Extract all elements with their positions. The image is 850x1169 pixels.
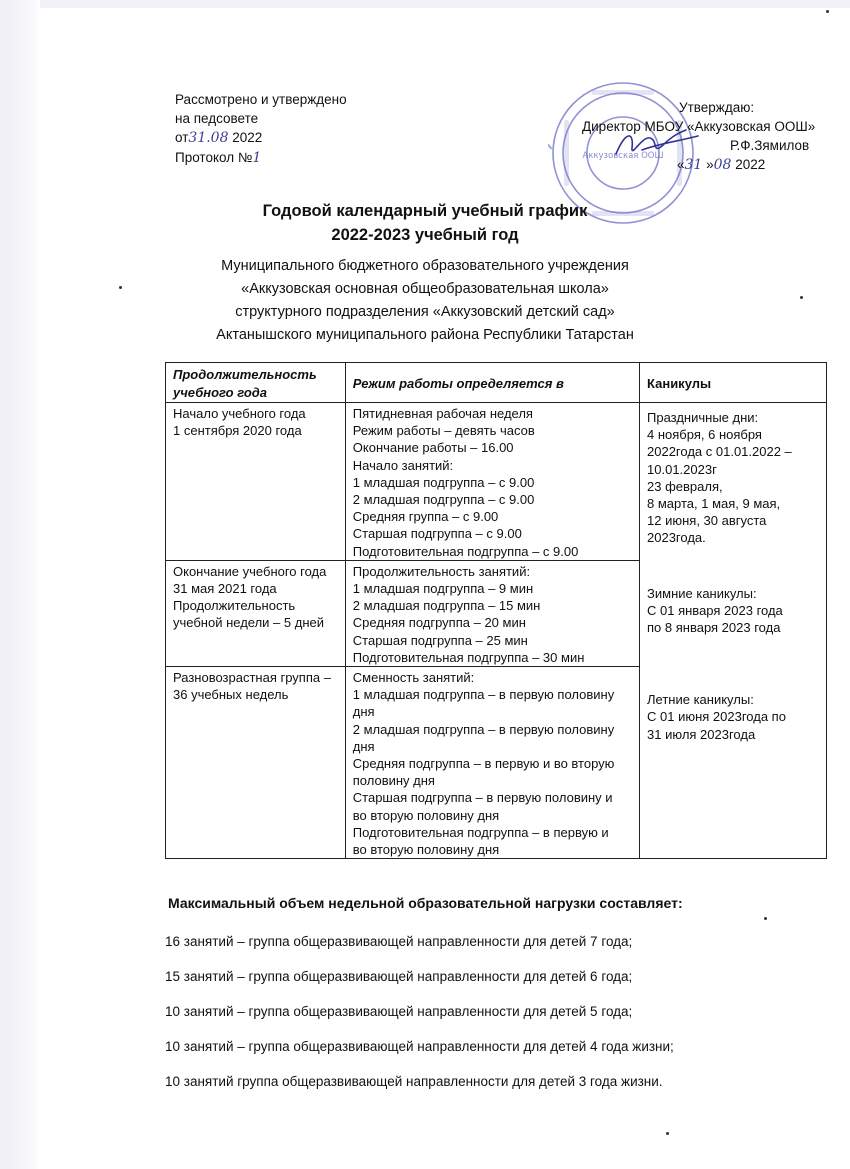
- document-year: 2022-2023 учебный год: [331, 226, 519, 244]
- scan-speck: [800, 296, 803, 299]
- header-holidays: Каникулы: [640, 363, 827, 403]
- subtitle-line1: Муниципального бюджетного образовательного учреждения: [221, 258, 629, 274]
- approval-right-line2: Директор МБОУ «Аккузовская ООШ»: [582, 119, 816, 134]
- approval-right-date: «31 »08 2022: [677, 157, 766, 173]
- subtitle-line2: «Аккузовская основная общеобразовательная школа»: [241, 281, 609, 297]
- subtitle-line4: Актанышского муниципального района Республики Татарстан: [216, 327, 634, 343]
- header-work-mode: Режим работы определяется в: [345, 363, 639, 403]
- row3-col2: Сменность занятий: 1 младшая подгруппа – в первую половину дня 2 младшая подгруппа – в первую половину дня Средняя подгруппа – в первую и во вторую половину дня Старшая подгруппа – в первую половину и во вторую половину дня Подготовительная подгруппа – в первую и во вторую половину дня: [345, 667, 639, 859]
- approval-left-protocol: Протокол №1: [175, 150, 262, 166]
- handwritten-date: 31.08: [188, 130, 229, 146]
- scan-top-edge: [0, 0, 850, 8]
- approval-left-line1: Рассмотрено и утверждено: [175, 92, 347, 107]
- scan-speck: [764, 917, 767, 920]
- handwritten-month: 08: [713, 157, 732, 173]
- approval-right-block: [582, 98, 827, 175]
- approval-left-line2: на педсовете: [175, 111, 259, 126]
- row3-col1: Разновозрастная группа – 36 учебных недель: [166, 667, 346, 859]
- scan-left-edge: [0, 0, 40, 1169]
- scan-speck: [826, 10, 829, 13]
- approval-right-line1: Утверждаю:: [679, 100, 755, 115]
- stamp-center-text: Аккузовская ООШ: [582, 151, 664, 161]
- document-title: Годовой календарный учебный график: [262, 202, 588, 220]
- holidays-cell: Праздничные дни: 4 ноября, 6 ноября 2022года с 01.01.2022 – 10.01.2023г 23 февраля, 8 марта, 1 мая, 9 мая, 12 июня, 30 августа 2023года. Зимние каникулы: С 01 января 2023 года по 8 января 2023 года Летние каникулы: С 01 июня 2023года по 31 июля 2023года: [640, 403, 827, 859]
- handwritten-protocol-number: 1: [252, 150, 262, 166]
- load-item-5yo: 10 занятий – группа общеразвивающей направленности для детей 5 года;: [165, 1004, 633, 1019]
- approval-left-block: [175, 90, 347, 168]
- row1-col1: Начало учебного года 1 сентября 2020 года: [166, 403, 346, 561]
- row2-col1: Окончание учебного года 31 мая 2021 года Продолжительность учебной недели – 5 дней: [166, 560, 346, 666]
- director-name: Р.Ф.Зямилов: [730, 138, 810, 153]
- row1-col2: Пятидневная рабочая неделя Режим работы – девять часов Окончание работы – 16.00 Начало занятий: 1 младшая подгруппа – с 9.00 2 младшая подгруппа – с 9.00 Средняя группа – с 9.00 Старшая подгруппа – с 9.00 Подготовительная подгруппа – с 9.00: [345, 403, 639, 561]
- table-row: [166, 403, 827, 561]
- load-item-4yo: 10 занятий – группа общеразвивающей направленности для детей 4 года жизни;: [165, 1039, 674, 1054]
- scan-speck: [666, 1132, 669, 1135]
- subtitle-line3: структурного подразделения «Аккузовский детский сад»: [235, 304, 615, 320]
- weekly-load-title: Максимальный объем недельной образовательной нагрузки составляет:: [168, 895, 683, 911]
- load-item-3yo: 10 занятий группа общеразвивающей направленности для детей 3 года жизни.: [165, 1074, 663, 1089]
- header-duration: Продолжительность учебного года: [166, 363, 346, 403]
- row2-col2: Продолжительность занятий: 1 младшая подгруппа – 9 мин 2 младшая подгруппа – 15 мин Средняя подгруппа – 20 мин Старшая подгруппа – 25 мин Подготовительная подгруппа – 30 мин: [345, 560, 639, 666]
- scan-speck: [119, 286, 122, 289]
- handwritten-day: 31: [684, 157, 703, 173]
- load-item-6yo: 15 занятий – группа общеразвивающей направленности для детей 6 года;: [165, 969, 633, 984]
- load-item-7yo: 16 занятий – группа общеразвивающей направленности для детей 7 года;: [165, 934, 633, 949]
- schedule-table: [165, 362, 827, 859]
- approval-left-date: от31.08 2022: [175, 130, 263, 146]
- table-header-row: [166, 363, 827, 403]
